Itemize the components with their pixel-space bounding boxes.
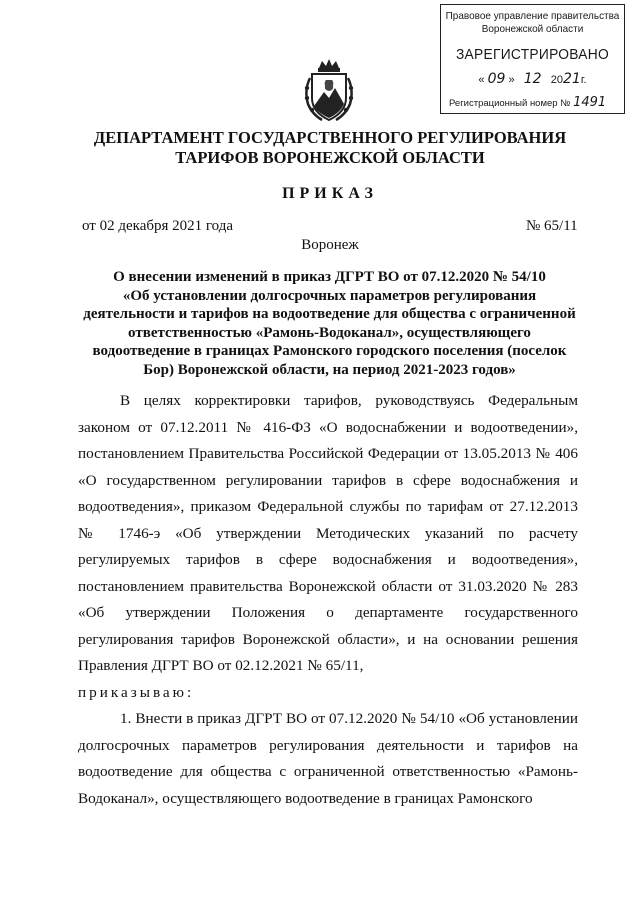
stamp-date-year-prefix: 20 (550, 74, 564, 86)
order-subject: О внесении изменений в приказ ДГРТ ВО от 07.12.2020 № 54/10 «Об установлении долгосрочных параметров регулирования деятельности и тарифов на водоотведение для общества с ограниченной ответственностью «Рамонь-Водоканал», осуществляющего водоотведение в границах Рамонского городского поселения (поселок Бор) Воронежской области, на период 2021-2023 годов» (83, 269, 576, 378)
stamp-date-day: 09 (487, 71, 506, 87)
preamble-paragraph: В целях корректировки тарифов, руководствуясь Федеральным законом от 07.12.2011 № 416-ФЗ «О водоснабжении и водоотведении», постановлением Правительства Российской Федерации от 13.05.2013 № 406 «О государственном регулировании тарифов в сфере водоснабжения и водоотведения», приказом Федеральной службы по тарифам от 27.12.2013 № 1746-э «Об утверждении Методических указаний по расчету регулируемых тарифов в сфере водоснабжения и водоотведения», постановлением правительства Воронежской области от 31.03.2020 № 283 «Об утверждении Положения о департаменте государственного регулирования тарифов Воронежской области», и на основании решения Правления ДГРТ ВО от 02.12.2021 № 65/11, (78, 392, 578, 674)
stamp-reg-number: Регистрационный номер № 1491 (449, 95, 607, 110)
stamp-organization: Правовое управление правительства Воронежской области (445, 10, 620, 35)
order-number: № 65/11 (526, 218, 578, 234)
stamp-registered-label: ЗАРЕГИСТРИРОВАНО (455, 46, 610, 63)
stamp-date-month: 12 (523, 71, 542, 87)
registration-stamp (440, 4, 625, 114)
order-word: приказываю: (78, 683, 195, 701)
order-date: от 02 декабря 2021 года (82, 218, 234, 234)
stamp-date: « 09 » 12 2021г. (478, 71, 587, 87)
order-city: Воронеж (301, 237, 359, 253)
item-1-paragraph: 1. Внести в приказ ДГРТ ВО от 07.12.2020 № 54/10 «Об установлении долгосрочных параметров регулирования деятельности и тарифов на водоотведение для общества с ограниченной ответственностью «Рамонь-Водоканал», осуществляющего водоотведение в границах Рамонского (78, 710, 578, 807)
stamp-reg-number-value: 1491 (573, 95, 607, 110)
document-type: ПРИКАЗ (282, 185, 378, 202)
order-body (78, 388, 578, 812)
stamp-date-year-suffix: 21 (563, 71, 581, 87)
department-name: ДЕПАРТАМЕНТ ГОСУДАРСТВЕННОГО РЕГУЛИРОВАНИЯ ТАРИФОВ ВОРОНЕЖСКОЙ ОБЛАСТИ (93, 128, 567, 167)
coat-of-arms-icon (302, 58, 356, 124)
